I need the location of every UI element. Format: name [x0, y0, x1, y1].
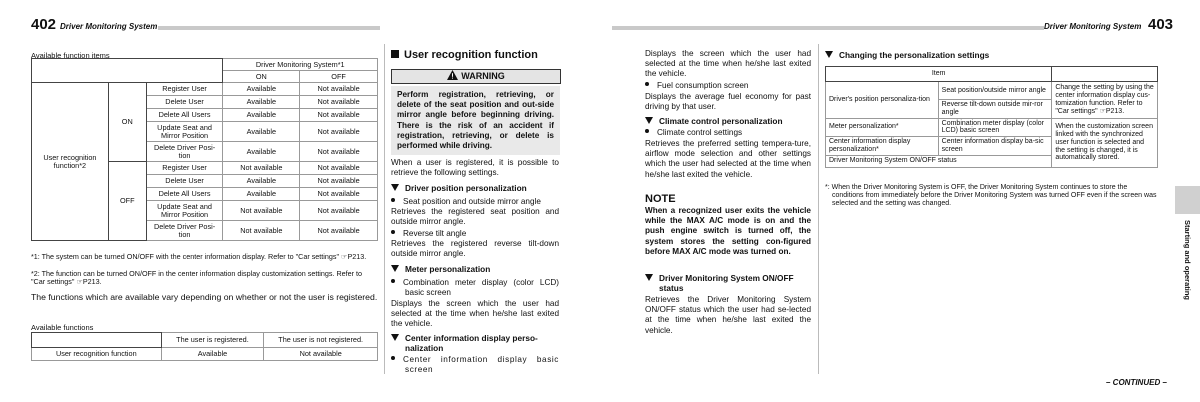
bullet-center-display [391, 355, 559, 375]
bullet-icon [645, 129, 649, 133]
table2-header [32, 333, 162, 348]
table1-value: Not available [300, 188, 378, 201]
heading-changing-settings [825, 50, 1125, 60]
section-title-text: User recognition function [404, 49, 538, 61]
running-head-left: Driver Monitoring System [60, 22, 158, 31]
meter-paragraph: Displays the screen which the user had selected at the time when he/she last exited the vehicle. [391, 299, 559, 329]
table3-cell: Reverse tilt-down outside mir-ror angle [938, 100, 1052, 119]
bullet-text: Combination meter display (color LCD) basic screen [403, 278, 559, 298]
heading-text: Driver position personalization [405, 183, 527, 193]
page-number-right: 403 [1148, 16, 1174, 33]
table1-value: Available [223, 83, 300, 96]
bullet-icon [391, 279, 395, 283]
table1-col-on: ON [223, 71, 300, 83]
table1-value: Not available [300, 96, 378, 109]
table1-caption: Available function items [31, 51, 110, 60]
table1-row-group: User recognition function*2 [32, 83, 109, 241]
intro-paragraph: When a user is registered, it is possible to retrieve the following settings. [391, 158, 559, 178]
warning-label: WARNING [461, 71, 505, 81]
table1-value: Not available [300, 162, 378, 175]
triangle-bullet-icon [391, 184, 399, 191]
table1-value: Not available [223, 221, 300, 241]
table3-footnote: *: When the Driver Monitoring System is OFF, the Driver Monitoring System continues to store the conditions from immediately before the Driver Monitoring System was turned OFF even if the screen was selected and the setting was changed. [825, 184, 1157, 207]
heading-driver-position [391, 183, 561, 193]
table3-note: When the customization screen linked with the synchronized user function is selected and the setting is changed, it is automatically stored. [1052, 118, 1158, 167]
section-tab-label: Starting and operating [1183, 220, 1192, 301]
heading-text: Meter personalization [405, 264, 491, 274]
heading-dms-status [645, 273, 811, 293]
running-head-right: Driver Monitoring System [1044, 22, 1142, 31]
note-text: When a recognized user exits the vehicle while the MAX A/C mode is on and the push engine switch is turned off, the system stores the setting con-figured before MAX A/C mode was turned on. [645, 206, 811, 256]
note-label: NOTE [645, 193, 676, 205]
available-functions-table [31, 332, 378, 361]
continued-paragraph: Displays the screen which the user had selected at the time when he/she last exited the vehicle. [645, 49, 811, 79]
table1-item: Delete User [146, 175, 223, 188]
table1-value: Not available [300, 83, 378, 96]
warning-triangle-icon [447, 70, 458, 80]
bullet-text: Reverse tilt angle [403, 229, 467, 238]
bullet-tilt [391, 229, 561, 239]
table1-value: Available [223, 96, 300, 109]
table2-cell: Not available [264, 348, 378, 361]
tilt-paragraph: Retrieves the registered reverse tilt-down outside mirror angle. [391, 239, 559, 259]
table3-cell: Combination meter display (color LCD) basic screen [938, 118, 1052, 137]
table3-row-label: Center information display personalization* [826, 137, 939, 156]
table1-value: Available [223, 142, 300, 162]
bullet-text: Center information display basic screen [403, 355, 559, 375]
page-number-left: 402 [31, 16, 57, 33]
dms-paragraph: Retrieves the Driver Monitoring System ON/OFF status which the user had se-lected at the time when he/she last exited the vehicle. [645, 295, 811, 335]
column-divider [818, 44, 819, 374]
table1-value: Available [223, 109, 300, 122]
triangle-bullet-icon [391, 334, 399, 341]
table1-value: Not available [223, 162, 300, 175]
table1-item: Delete All Users [146, 109, 223, 122]
bullet-climate [645, 128, 811, 138]
table1-item: Delete Driver Posi-tion [146, 142, 223, 162]
seat-paragraph: Retrieves the registered seat position and outside mirror angle. [391, 207, 559, 227]
table1-item: Register User [146, 83, 223, 96]
table3-row-label: Driver's position personaliza-tion [826, 82, 939, 119]
header-rule-right [612, 26, 1044, 30]
heading-text: Driver Monitoring System ON/OFF status [659, 273, 794, 293]
bullet-icon [391, 198, 395, 202]
warning-text: Perform registration, retrieving, or delete of the seat position and out-side mirror angle before beginning driving. There is the risk of an accident if registration, retrieving, or delete is performed while driving. [391, 86, 560, 155]
bullet-fuel [645, 81, 811, 91]
table3-cell: Seat position/outside mirror angle [938, 82, 1052, 100]
bullet-icon [391, 230, 395, 234]
table3-row-label: Meter personalization* [826, 118, 939, 137]
triangle-bullet-icon [825, 51, 833, 58]
table1-footnote-2: *2: The function can be turned ON/OFF in the center information display customization settings. Refer to "Car settings" ☞P213. [31, 269, 363, 287]
availability-paragraph: The functions which are available vary depending on whether or not the user is registered. [31, 292, 378, 302]
column-divider [384, 44, 385, 374]
triangle-bullet-icon [645, 117, 653, 124]
table2-header: The user is registered. [161, 333, 264, 348]
table1-value: Not available [223, 201, 300, 221]
table1-value: Not available [300, 221, 378, 241]
table1-value: Not available [300, 175, 378, 188]
table1-value: Not available [300, 142, 378, 162]
fuel-paragraph: Displays the average fuel economy for past driving by that user. [645, 92, 811, 112]
continued-label: – CONTINUED – [1106, 378, 1167, 387]
table1-col-off: OFF [300, 71, 378, 83]
personalization-settings-table [825, 66, 1158, 168]
triangle-bullet-icon [391, 265, 399, 272]
bullet-icon [391, 356, 395, 360]
heading-text: Climate control personalization [659, 116, 783, 126]
table1-value: Available [223, 175, 300, 188]
table1-group-header: Driver Monitoring System*1 [223, 59, 378, 71]
square-bullet-icon [391, 50, 399, 58]
table1-subgroup-on: ON [108, 83, 146, 162]
table1-item: Delete Driver Posi-tion [146, 221, 223, 241]
table1-item: Update Seat and Mirror Position [146, 122, 223, 142]
table2-cell: Available [161, 348, 264, 361]
table1-item: Delete All Users [146, 188, 223, 201]
bullet-seat [391, 197, 561, 207]
table3-cell: Center information display ba-sic screen [938, 137, 1052, 156]
table1-value: Not available [300, 122, 378, 142]
table1-corner [32, 59, 223, 83]
bullet-icon [645, 82, 649, 86]
available-function-items-table [31, 58, 378, 241]
table3-header-empty [1052, 67, 1158, 82]
section-thumb-tab [1175, 186, 1200, 214]
table2-caption: Available functions [31, 323, 94, 332]
table1-value: Not available [300, 201, 378, 221]
table2-cell: User recognition function [32, 348, 162, 361]
table1-value: Available [223, 122, 300, 142]
table3-note: Change the setting by using the center information display cus-tomization function. Refer to "Car settings" ☞P213. [1052, 82, 1158, 119]
table1-footnote-1: *1: The system can be turned ON/OFF with the center information display. Refer to "Car settings" ☞P213. [31, 252, 367, 261]
heading-center-display [391, 333, 559, 353]
heading-text: Changing the personalization settings [839, 50, 990, 60]
table1-item: Update Seat and Mirror Position [146, 201, 223, 221]
table1-value: Available [223, 188, 300, 201]
header-rule-left [158, 26, 380, 30]
warning-header [391, 69, 561, 84]
climate-paragraph: Retrieves the preferred setting tempera-ture, airflow mode selection and other settings which the user had selected at the time when he/she last exited the vehicle. [645, 139, 811, 179]
bullet-meter [391, 278, 559, 298]
table1-item: Register User [146, 162, 223, 175]
bullet-text: Seat position and outside mirror angle [403, 197, 541, 206]
bullet-text: Climate control settings [657, 128, 743, 137]
heading-meter [391, 264, 561, 274]
table1-value: Not available [300, 109, 378, 122]
heading-text: Center information display perso-nalization [405, 333, 538, 353]
table1-subgroup-off: OFF [108, 162, 146, 241]
bullet-text: Fuel consumption screen [657, 81, 749, 90]
section-title [391, 49, 538, 61]
triangle-bullet-icon [645, 274, 653, 281]
table3-header: Item [826, 67, 1052, 82]
table3-row-label: Driver Monitoring System ON/OFF status [826, 155, 1052, 167]
heading-climate [645, 116, 815, 126]
table2-header: The user is not registered. [264, 333, 378, 348]
table1-item: Delete User [146, 96, 223, 109]
